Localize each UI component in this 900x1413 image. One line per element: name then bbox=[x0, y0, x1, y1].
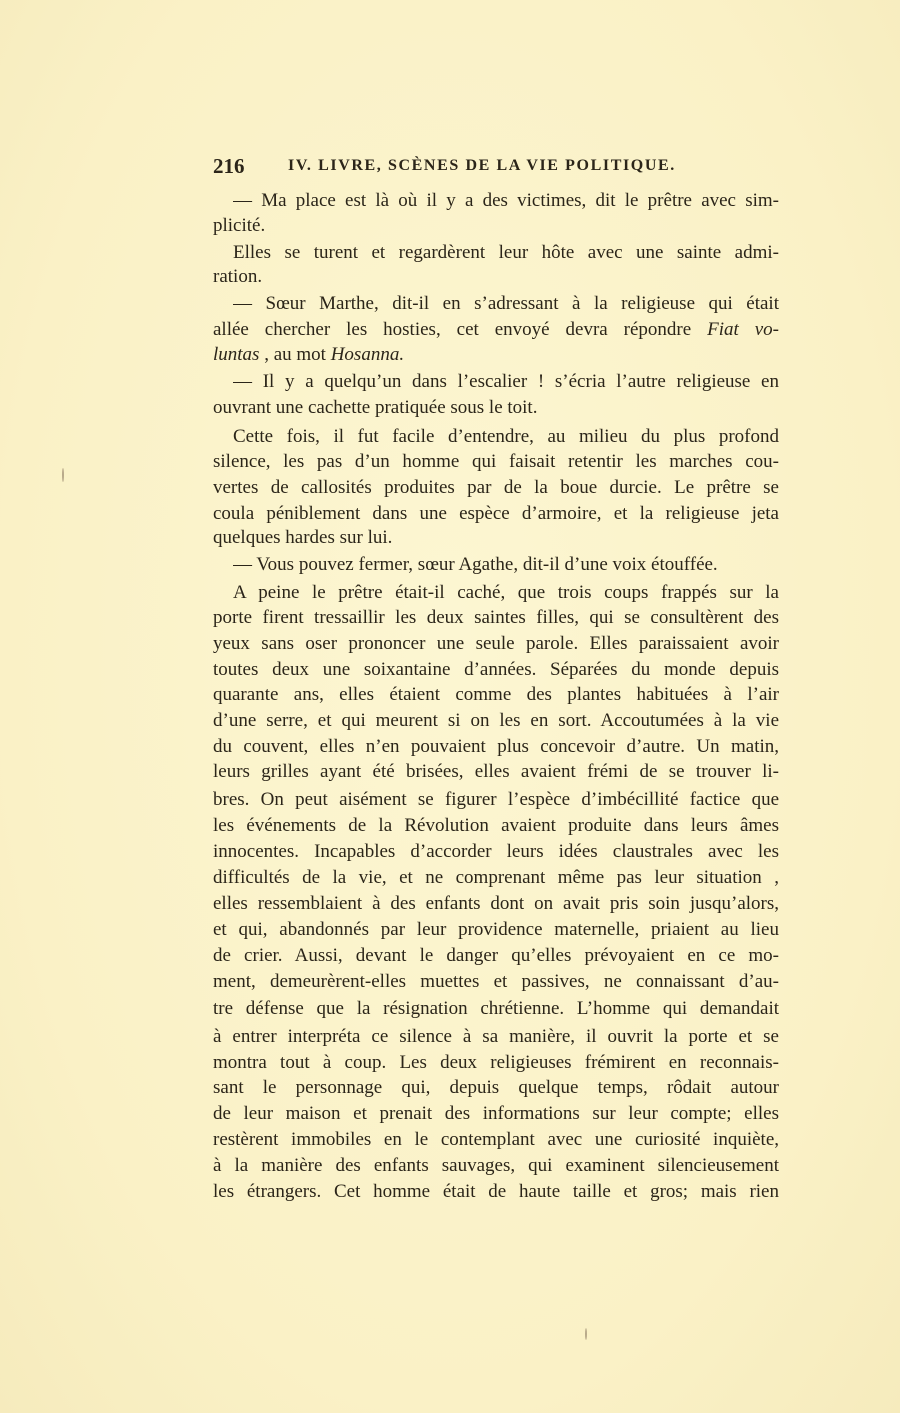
text-segment: A peine le prêtre était-il caché, que trois coups frappés sur la bbox=[233, 582, 779, 603]
text-line bbox=[213, 839, 779, 865]
text-line bbox=[213, 1050, 779, 1076]
text-segment: elles ressemblaient à des enfants dont on avait pris soin jusqu’alors, bbox=[213, 893, 779, 914]
text-line bbox=[233, 240, 779, 266]
text-line bbox=[213, 708, 779, 734]
text-segment: bres. On peut aisément se figurer l’espèce d’imbécillité factice que bbox=[213, 789, 779, 810]
text-segment: Elles se turent et regardèrent leur hôte avec une sainte admi- bbox=[233, 242, 779, 263]
text-segment: de leur maison et prenait des informations sur leur compte; elles bbox=[213, 1103, 779, 1124]
text-line bbox=[213, 1179, 779, 1205]
text-line bbox=[213, 969, 779, 995]
text-line bbox=[233, 552, 779, 578]
text-segment: les étrangers. Cet homme était de haute taille et gros; mais rien bbox=[213, 1181, 779, 1202]
text-line bbox=[213, 213, 779, 239]
text-line bbox=[213, 943, 779, 969]
text-line bbox=[213, 891, 779, 917]
text-line bbox=[233, 291, 779, 317]
text-line bbox=[213, 917, 779, 943]
text-segment: restèrent immobiles en le contemplant avec une curiosité inquiète, bbox=[213, 1129, 779, 1150]
text-segment: leurs grilles ayant été brisées, elles avaient frémi de se trouver li- bbox=[213, 761, 779, 782]
text-segment: de crier. Aussi, devant le danger qu’elles prévoyaient en ce mo- bbox=[213, 945, 779, 966]
text-segment: — Ma place est là où il y a des victimes, dit le prêtre avec sim- bbox=[233, 190, 779, 211]
text-line bbox=[213, 525, 779, 551]
text-line bbox=[213, 657, 779, 683]
italic-text: luntas bbox=[213, 344, 260, 365]
text-segment: silence, les pas d’un homme qui faisait retentir les marches cou- bbox=[213, 451, 779, 472]
text-line bbox=[213, 475, 779, 501]
text-line bbox=[213, 605, 779, 631]
text-segment: — Vous pouvez fermer, sœur Agathe, dit-il d’une voix étouffée. bbox=[233, 554, 718, 575]
text-line bbox=[213, 1075, 779, 1101]
text-line bbox=[213, 342, 779, 368]
text-line bbox=[213, 449, 779, 475]
text-line bbox=[213, 759, 779, 785]
text-line bbox=[213, 1024, 779, 1050]
running-title: IV. LIVRE, SCÈNES DE LA VIE POLITIQUE. bbox=[288, 157, 676, 174]
text-line bbox=[213, 996, 779, 1022]
text-segment: plicité. bbox=[213, 215, 266, 236]
text-segment: , au mot bbox=[259, 344, 331, 365]
scan-mark bbox=[62, 468, 64, 482]
text-segment: quelques hardes sur lui. bbox=[213, 527, 393, 548]
text-line bbox=[213, 1153, 779, 1179]
text-segment: toutes deux une soixantaine d’années. Séparées du monde depuis bbox=[213, 659, 779, 680]
italic-text: Hosanna. bbox=[330, 344, 405, 365]
text-segment: les événements de la Révolution avaient produite dans leurs âmes bbox=[213, 815, 779, 836]
text-segment: difficultés de la vie, et ne comprenant même pas leur situation , bbox=[213, 867, 779, 888]
text-segment: ouvrant une cachette pratiquée sous le toit. bbox=[213, 397, 538, 418]
text-line bbox=[213, 317, 779, 343]
text-segment: d’une serre, et qui meurent si on les en sort. Accoutumées à la vie bbox=[213, 710, 779, 731]
text-line bbox=[233, 424, 779, 450]
text-line bbox=[213, 682, 779, 708]
text-segment: à la manière des enfants sauvages, qui examinent silencieusement bbox=[213, 1155, 779, 1176]
text-line bbox=[213, 501, 779, 527]
page-header bbox=[213, 154, 713, 180]
text-segment: Cette fois, il fut facile d’entendre, au milieu du plus profond bbox=[233, 426, 779, 447]
text-line bbox=[233, 188, 779, 214]
text-line bbox=[213, 734, 779, 760]
text-line bbox=[213, 813, 779, 839]
text-segment: du couvent, elles n’en pouvaient plus concevoir d’autre. Un matin, bbox=[213, 736, 779, 757]
text-segment: sant le personnage qui, depuis quelque temps, rôdait autour bbox=[213, 1077, 779, 1098]
text-segment: quarante ans, elles étaient comme des plantes habituées à l’air bbox=[213, 684, 779, 705]
text-segment: et qui, abandonnés par leur providence maternelle, priaient au lieu bbox=[213, 919, 779, 940]
text-line bbox=[213, 631, 779, 657]
text-segment: coula péniblement dans une espèce d’armoire, et la religieuse jeta bbox=[213, 503, 779, 524]
italic-text: Fiat vo- bbox=[707, 319, 779, 340]
scan-mark bbox=[585, 1328, 587, 1340]
text-segment: montra tout à coup. Les deux religieuses frémirent en reconnais- bbox=[213, 1052, 779, 1073]
page-number: 216 bbox=[213, 154, 245, 178]
text-segment: ment, demeurèrent-elles muettes et passives, ne connaissant d’au- bbox=[213, 971, 779, 992]
text-line bbox=[213, 865, 779, 891]
text-segment: allée chercher les hosties, cet envoyé devra répondre bbox=[213, 319, 708, 340]
text-line bbox=[213, 395, 779, 421]
text-segment: — Sœur Marthe, dit-il en s’adressant à la religieuse qui était bbox=[233, 293, 779, 314]
text-line bbox=[213, 1101, 779, 1127]
text-segment: porte firent tressaillir les deux saintes filles, qui se consultèrent des bbox=[213, 607, 779, 628]
text-line bbox=[213, 264, 779, 290]
text-segment: yeux sans oser prononcer une seule parole. Elles paraissaient avoir bbox=[213, 633, 779, 654]
text-line bbox=[213, 787, 779, 813]
text-segment: ration. bbox=[213, 266, 263, 287]
text-segment: innocentes. Incapables d’accorder leurs idées claustrales avec les bbox=[213, 841, 779, 862]
text-line bbox=[233, 369, 779, 395]
text-segment: vertes de callosités produites par de la boue durcie. Le prêtre se bbox=[213, 477, 779, 498]
text-line bbox=[233, 580, 779, 606]
text-segment: tre défense que la résignation chrétienne. L’homme qui demandait bbox=[213, 998, 779, 1019]
text-line bbox=[213, 1127, 779, 1153]
text-segment: — Il y a quelqu’un dans l’escalier ! s’écria l’autre religieuse en bbox=[233, 371, 779, 392]
text-segment: à entrer interpréta ce silence à sa manière, il ouvrit la porte et se bbox=[213, 1026, 779, 1047]
